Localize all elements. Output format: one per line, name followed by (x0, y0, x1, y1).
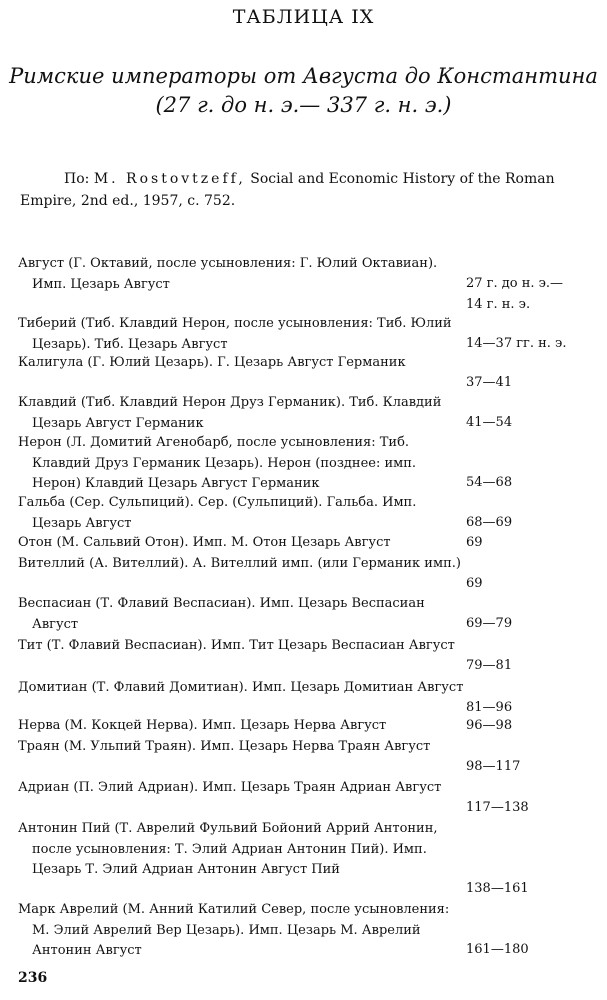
emperor-name: Траян (М. Ульпий Траян). Имп. Цезарь Нерва Траян Август (18, 739, 431, 754)
date-line: 96—98 (466, 718, 513, 733)
date-line: 98—117 (466, 759, 521, 774)
date-line: 68—69 (466, 515, 513, 530)
date-line: 69—79 (466, 616, 513, 631)
date-line: 54—68 (466, 475, 513, 490)
emperor-name: Нерон (Л. Домитий Агенобарб, после усыновления: Тиб. Клавдий Друз Германик Цезарь). Нерон (позднее: имп. Нерон) Клавдий Цезарь Август Германик (18, 435, 417, 491)
date-line: 41—54 (466, 415, 513, 430)
emperor-dates (466, 656, 607, 677)
date-line: 14 г. н. э. (466, 296, 531, 312)
date-line: 117—138 (466, 800, 529, 815)
emperor-name: Тит (Т. Флавий Веспасиан). Имп. Тит Цезарь Веспасиан Август (18, 638, 455, 653)
emperor-dates (466, 940, 607, 961)
emperor-name: Клавдий (Тиб. Клавдий Нерон Друз Германик). Тиб. Клавдий Цезарь Август Германик (18, 395, 442, 431)
emperor-dates (466, 413, 607, 434)
page-title: ТАБЛИЦА IX (232, 6, 375, 28)
emperor-name: Марк Аврелий (М. Анний Катилий Север, после усыновления: М. Элий Аврелий Вер Цезарь). Имп. Цезарь М. Аврелий Антонин Август (18, 902, 450, 958)
date-line: 81—96 (466, 700, 513, 715)
date-line: 79—81 (466, 658, 513, 673)
subtitle-line-2: (27 г. до н. э.— 337 г. н. э.) (155, 93, 452, 117)
emperor-dates (466, 334, 607, 355)
date-line: 69 (466, 535, 483, 550)
emperor-dates (466, 274, 607, 315)
emperor-dates (466, 614, 607, 635)
emperor-dates (466, 879, 607, 900)
emperor-name: Веспасиан (Т. Флавий Веспасиан). Имп. Цезарь Веспасиан Август (18, 596, 425, 632)
table-subtitle (0, 62, 607, 120)
source-prefix: По: (64, 171, 90, 187)
date-line: 14—37 гг. н. э. (466, 336, 567, 351)
source-citation (20, 168, 590, 212)
subtitle-line-1: Римские императоры от Августа до Константина (9, 64, 598, 88)
emperor-name: Антонин Пий (Т. Аврелий Фульвий Бойоний Аррий Антонин, после усыновления: Т. Элий Адриан Антонин Пий). Имп. Цезарь Т. Элий Адриан Антонин Август Пий (18, 821, 438, 877)
date-line: 138—161 (466, 881, 529, 896)
date-line: 69 (466, 576, 483, 591)
date-line: 27 г. до н. э.— (466, 276, 564, 291)
emperor-dates (466, 513, 607, 534)
emperor-name: Калигула (Г. Юлий Цезарь). Г. Цезарь Август Германик (18, 355, 406, 370)
date-line: 37—41 (466, 375, 513, 390)
emperor-name: Вителлий (А. Вителлий). А. Вителлий имп. (или Германик имп.) (18, 556, 461, 571)
emperor-dates (466, 574, 607, 595)
page-number: 236 (18, 970, 48, 986)
source-author: M. Rostovtzeff, (93, 171, 246, 187)
source-work-cont: Empire, 2nd ed., 1957, с. 752. (20, 193, 236, 209)
emperor-name: Гальба (Сер. Сульпиций). Сер. (Сульпиций). Гальба. Имп. Цезарь Август (18, 495, 417, 531)
emperor-dates (466, 373, 607, 394)
emperor-name: Тиберий (Тиб. Клавдий Нерон, после усыновления: Тиб. Юлий Цезарь). Тиб. Цезарь Август (18, 316, 452, 352)
emperor-name: Домитиан (Т. Флавий Домитиан). Имп. Цезарь Домитиан Август (18, 680, 464, 695)
emperor-dates (466, 757, 607, 778)
emperor-dates (466, 798, 607, 819)
emperor-dates (466, 533, 607, 554)
emperor-name: Адриан (П. Элий Адриан). Имп. Цезарь Траян Адриан Август (18, 780, 442, 795)
source-work: Social and Economic History of the Roman (250, 171, 555, 187)
emperor-dates (466, 473, 607, 494)
emperor-name: Отон (М. Сальвий Отон). Имп. М. Отон Цезарь Август (18, 535, 391, 550)
emperor-dates (466, 716, 607, 737)
emperor-name: Нерва (М. Кокцей Нерва). Имп. Цезарь Нерва Август (18, 718, 387, 733)
date-line: 161—180 (466, 942, 529, 957)
emperor-name: Август (Г. Октавий, после усыновления: Г. Юлий Октавиан). Имп. Цезарь Август (18, 256, 438, 292)
